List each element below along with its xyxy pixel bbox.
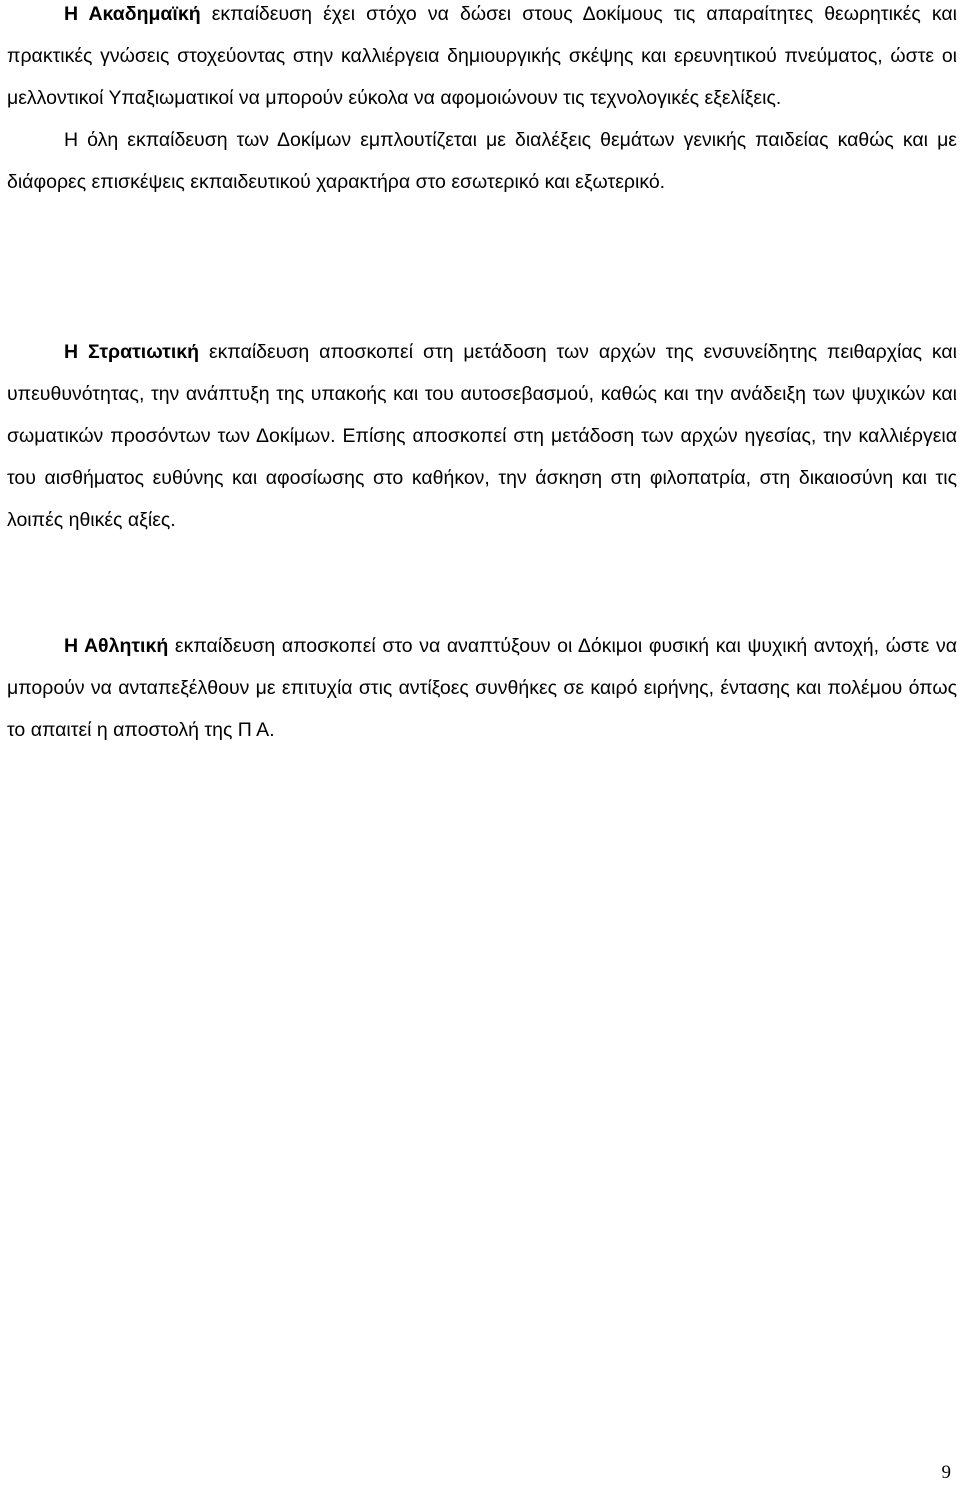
document-page	[7, 0, 957, 1497]
paragraph-continuation-academic: Η όλη εκπαίδευση των Δοκίμων εμπλουτίζεται με διαλέξεις θεμάτων γενικής παιδείας καθώς και με διάφορες επισκέψεις εκπαιδευτικού χαρακτήρα στο εσωτερικό και εξωτερικό.	[7, 129, 957, 193]
paragraph-athletic-education	[7, 625, 957, 751]
paragraph-text-athletic: εκπαίδευση αποσκοπεί στο να αναπτύξουν οι Δόκιμοι φυσική και ψυχική αντοχή, ώστε να μπορούν να ανταπεξέλθουν με επιτυχία στις αντίξοες συνθήκες σε καιρό ειρήνης, έντασης και πολέμου όπως το απαιτεί η αποστολή της Π Α.	[7, 635, 957, 741]
paragraph-lead-athletic: Η Αθλητική	[64, 635, 169, 657]
paragraph-text-military: εκπαίδευση αποσκοπεί στη μετάδοση των αρχών της ενσυνείδητης πειθαρχίας και υπευθυνότητας, την ανάπτυξη της υπακοής και του αυτοσεβασμού, καθώς και την ανάδειξη των ψυχικών και σωματικών προσόντων των Δοκίμων. Επίσης αποσκοπεί στη μετάδοση των αρχών ηγεσίας, την καλλιέργεια του αισθήματος ευθύνης και αφοσίωσης στο καθήκον, την άσκηση στη φιλοπατρία, στη δικαιοσύνη και τις λοιπές ηθικές αξίες.	[7, 341, 957, 531]
paragraph-lead-academic: Η Ακαδημαϊκή	[64, 3, 201, 25]
page-number: 9	[941, 1462, 951, 1483]
paragraph-lead-military: Η Στρατιωτική	[64, 341, 200, 363]
paragraph-text-academic: εκπαίδευση έχει στόχο να δώσει στους Δοκίμους τις απαραίτητες θεωρητικές και πρακτικές γνώσεις στοχεύοντας στην καλλιέργεια δημιουργικής σκέψης και ερευνητικού πνεύματος, ώστε οι μελλοντικοί Υπαξιωματικοί να μπορούν εύκολα να αφομοιώνουν τις τεχνολογικές εξελίξεις.	[7, 3, 957, 109]
paragraph-academic-education	[7, 0, 957, 203]
paragraph-military-education	[7, 331, 957, 541]
